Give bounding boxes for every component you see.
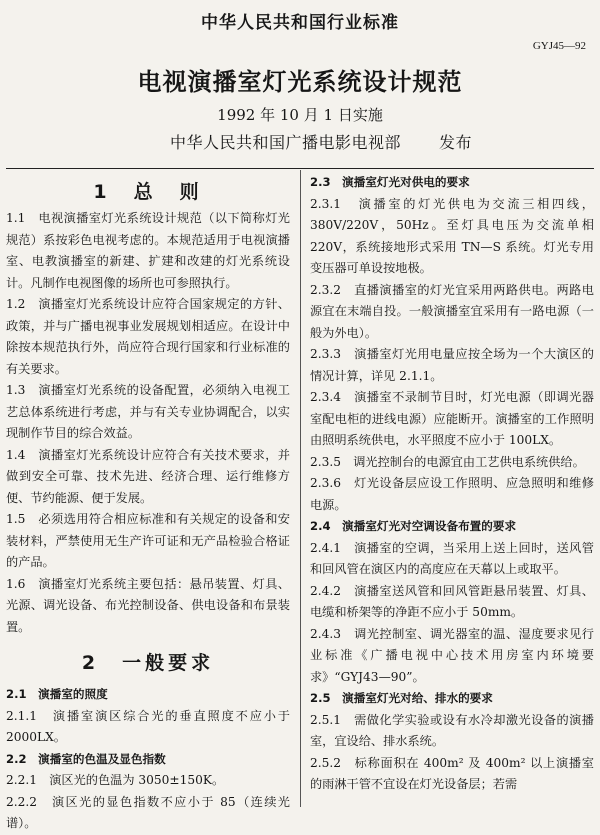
section-2-1-heading: 2.1 演播室的照度 — [6, 687, 108, 701]
chapter-2-heading: 2 一般要求 — [81, 652, 215, 674]
standard-type: 中华人民共和国行业标准 — [201, 13, 399, 33]
clause-2-5-1: 2.5.1 需做化学实验或设有水冷却激光设备的演播室，宜设给、排水系统。 — [310, 712, 594, 748]
right-column — [310, 172, 594, 796]
clause-1-1: 1.1 电视演播室灯光系统设计规范（以下简称灯光规范）系按彩色电视考虑的。本规范适用于电视演播室、电教演播室的新建、扩建和改建的灯光系统设计。凡制作电视图像的场所也可参照执行。 — [6, 211, 290, 290]
clause-2-2-1: 2.2.1 演区光的色温为 3050±150K。 — [6, 773, 225, 787]
clause-2-3-1: 2.3.1 演播室的灯光供电为交流三相四线，380V/220V，50Hz。至灯具电压为交流单相 220V，系统接地形式采用 TN—S 系统。灯光专用变压器可单设按地极。 — [310, 196, 594, 275]
effective-date: 1992 年 10 月 1 日实施 — [217, 106, 383, 124]
clause-2-1-1: 2.1.1 演播室演区综合光的垂直照度不应小于 2000LX。 — [6, 708, 290, 744]
issuer-name: 中华人民共和国广播电影电视部 — [170, 133, 402, 152]
clause-2-3-4: 2.3.4 演播室不录制节目时，灯光电源（即调光器室配电柜的进线电源）应能断开。演播室的工作照明由照明系统供电，水平照度不应小于 100LX。 — [310, 390, 594, 447]
publish-label: 发布 — [439, 133, 473, 152]
clause-1-4: 1.4 演播室灯光系统设计应符合有关技术要求，并做到安全可靠、技术先进、经济合理、运行维修方便、节约能源、便于发展。 — [6, 447, 290, 505]
left-column — [6, 172, 290, 835]
clause-2-3-3: 2.3.3 演播室灯光用电量应按全场为一个大演区的情况计算，详见 2.1.1。 — [310, 347, 594, 383]
clause-1-6: 1.6 演播室灯光系统主要包括：悬吊装置、灯具、光源、调光设备、布光控制设备、供电设备和布景装置。 — [6, 576, 290, 634]
document-title: 电视演播室灯光系统设计规范 — [137, 68, 463, 96]
clause-1-5: 1.5 必须选用符合相应标准和有关规定的设备和安装材料，严禁使用无生产许可证和无产品检验合格证的产品。 — [6, 512, 290, 569]
clause-2-3-6: 2.3.6 灯光设备层应设工作照明、应急照明和维修电源。 — [310, 476, 594, 512]
section-2-3-heading: 2.3 演播室灯光对供电的要求 — [310, 175, 470, 189]
standard-code: GYJ45—92 — [532, 40, 586, 52]
clause-2-5-2: 2.5.2 标称面积在 400m² 及 400m² 以上演播室的雨淋干管不宜设在灯光设备层；若需 — [310, 755, 594, 791]
clause-2-3-5: 2.3.5 调光控制台的电源宜由工艺供电系统供给。 — [310, 454, 585, 469]
clause-1-2: 1.2 演播室灯光系统设计应符合国家规定的方针、政策，并与广播电视事业发展规划相适应。在设计中除按本规范执行外，尚应符合现行国家和行业标准的有关要求。 — [6, 297, 290, 376]
issuer-line — [170, 130, 472, 153]
clause-2-4-3: 2.4.3 调光控制室、调光器室的温、湿度要求见行业标准《广播电视中心技术用房室内环境要求》“GYJ43—90”。 — [310, 626, 594, 684]
clause-2-4-1: 2.4.1 演播室的空调，当采用上送上回时，送风管和回风管在演区内的高度应在天幕以上或取平。 — [310, 540, 594, 576]
header-rule — [6, 168, 594, 169]
section-2-4-heading: 2.4 演播室灯光对空调设备布置的要求 — [310, 519, 517, 533]
section-2-5-heading: 2.5 演播室灯光对给、排水的要求 — [310, 691, 493, 705]
clause-2-3-2: 2.3.2 直播演播室的灯光宜采用两路供电。两路电源宜在末端自投。一般演播室宜采用有一路电源（一般为外电）。 — [310, 282, 594, 340]
section-2-2-heading: 2.2 演播室的色温及显色指数 — [6, 751, 166, 766]
clause-2-4-2: 2.4.2 演播室送风管和回风管距悬吊装置、灯具、电缆和桥架等的净距不应小于 50mm。 — [310, 583, 594, 619]
column-divider — [300, 170, 301, 807]
chapter-1-heading: 1 总 则 — [93, 181, 203, 203]
clause-2-2-2: 2.2.2 演区光的显色指数不应小于 85（连续光谱）。 — [6, 794, 290, 830]
clause-1-3: 1.3 演播室灯光系统的设备配置，必须纳入电视工艺总体系统进行考虑，并与有关专业协调配合，以实现制作节目的综合效益。 — [6, 383, 290, 440]
